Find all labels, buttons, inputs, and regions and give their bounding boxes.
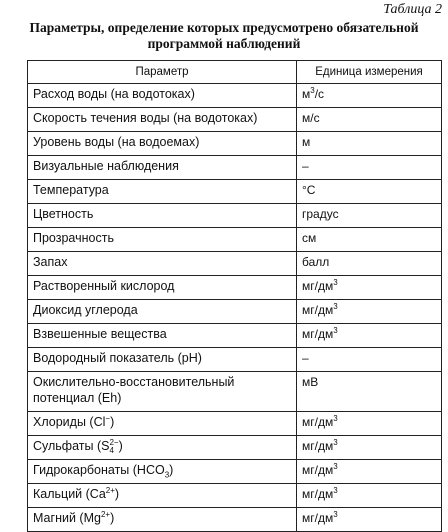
unit-base: мг/дм <box>302 279 334 293</box>
param-cell: Визуальные наблюдения <box>28 156 297 180</box>
table-row <box>28 132 442 156</box>
param-text-end: ) <box>118 439 123 453</box>
param-cell <box>28 412 297 436</box>
table-row <box>28 460 442 484</box>
unit-base: мг/дм <box>302 511 334 525</box>
unit-superscript: 3 <box>310 86 315 95</box>
unit-cell <box>297 84 442 108</box>
unit-base: мг/дм <box>302 439 334 453</box>
param-cell <box>28 484 297 508</box>
unit-cell: – <box>297 348 442 372</box>
param-text-end: ) <box>110 511 115 525</box>
table-row <box>28 84 442 108</box>
unit-base: мг/дм <box>302 303 334 317</box>
param-text: Гидрокарбонаты (HCO <box>33 463 165 477</box>
unit-cell <box>297 412 442 436</box>
param-cell: Скорость течения воды (на водотоках) <box>28 108 297 132</box>
unit-cell: м/с <box>297 108 442 132</box>
table-row <box>28 204 442 228</box>
param-cell: Диоксид углерода <box>28 300 297 324</box>
table-row <box>28 484 442 508</box>
table-row <box>28 348 442 372</box>
unit-cell <box>297 508 442 532</box>
param-text-end: ) <box>110 415 115 429</box>
table-row <box>28 412 442 436</box>
unit-superscript: 3 <box>333 414 338 423</box>
unit-superscript: 3 <box>333 510 338 519</box>
table-row <box>28 228 442 252</box>
param-cell: Запах <box>28 252 297 276</box>
unit-cell <box>297 276 442 300</box>
header-unit: Единица измерения <box>297 61 442 84</box>
unit-cell: – <box>297 156 442 180</box>
table-row <box>28 324 442 348</box>
param-text: Хлориды (Cl <box>33 415 106 429</box>
unit-cell <box>297 436 442 460</box>
table-row <box>28 252 442 276</box>
table-row <box>28 156 442 180</box>
unit-superscript: 3 <box>333 278 338 287</box>
unit-cell <box>297 324 442 348</box>
param-line-2: потенциал (Eh) <box>33 391 122 405</box>
table-header-row <box>28 61 442 84</box>
param-cell: Водородный показатель (pH) <box>28 348 297 372</box>
table-row <box>28 372 442 412</box>
unit-base: мг/дм <box>302 415 334 429</box>
table-caption: Таблица 2 <box>383 2 442 17</box>
param-text: Кальций (Ca <box>33 487 106 501</box>
parameters-table <box>27 60 442 532</box>
unit-superscript: 3 <box>333 486 338 495</box>
unit-base: мг/дм <box>302 463 334 477</box>
param-cell: Взвешенные вещества <box>28 324 297 348</box>
param-cell: Прозрачность <box>28 228 297 252</box>
param-superscript: 2+ <box>105 485 115 495</box>
param-text-end: ) <box>114 487 120 501</box>
table-row <box>28 436 442 460</box>
param-superscript: 2+ <box>100 509 111 519</box>
unit-cell <box>297 460 442 484</box>
param-text-end: ) <box>169 463 174 477</box>
param-cell <box>28 436 297 460</box>
unit-cell: мВ <box>297 372 442 412</box>
table-row <box>28 108 442 132</box>
param-line-1: Окислительно-восстановительный <box>33 375 235 389</box>
unit-tail: /с <box>314 87 325 101</box>
table-title-line-1: Параметры, определение которых предусмотрено обязательной <box>29 20 419 35</box>
param-sub-sup-stack <box>109 439 118 455</box>
param-cell: Расход воды (на водотоках) <box>28 84 297 108</box>
param-text: Сульфаты (S <box>33 439 110 453</box>
param-cell <box>28 508 297 532</box>
unit-base: мг/дм <box>302 327 334 341</box>
unit-cell: см <box>297 228 442 252</box>
unit-cell: градус <box>297 204 442 228</box>
unit-cell <box>297 300 442 324</box>
param-text: Магний (Mg <box>33 511 101 525</box>
table-title <box>10 20 438 52</box>
unit-superscript: 3 <box>333 326 338 335</box>
unit-superscript: 3 <box>333 462 338 471</box>
table-title-line-2: программой наблюдений <box>147 36 301 51</box>
unit-superscript: 3 <box>333 302 338 311</box>
unit-base: мг/дм <box>302 487 334 501</box>
unit-base: м <box>302 87 311 101</box>
param-superscript: 2− <box>109 437 119 447</box>
header-parameter: Параметр <box>28 61 297 84</box>
table-row <box>28 508 442 532</box>
param-cell: Температура <box>28 180 297 204</box>
param-cell: Растворенный кислород <box>28 276 297 300</box>
param-superscript: − <box>105 413 111 423</box>
unit-cell: °С <box>297 180 442 204</box>
param-cell: Цветность <box>28 204 297 228</box>
param-subscript: 3 <box>164 470 170 480</box>
table-row <box>28 276 442 300</box>
unit-cell <box>297 484 442 508</box>
param-cell <box>28 460 297 484</box>
unit-superscript: 3 <box>333 438 338 447</box>
unit-cell: балл <box>297 252 442 276</box>
unit-cell: м <box>297 132 442 156</box>
table-row <box>28 300 442 324</box>
param-subscript: 4 <box>109 445 114 455</box>
param-cell: Уровень воды (на водоемах) <box>28 132 297 156</box>
param-cell <box>28 372 297 412</box>
table-row <box>28 180 442 204</box>
